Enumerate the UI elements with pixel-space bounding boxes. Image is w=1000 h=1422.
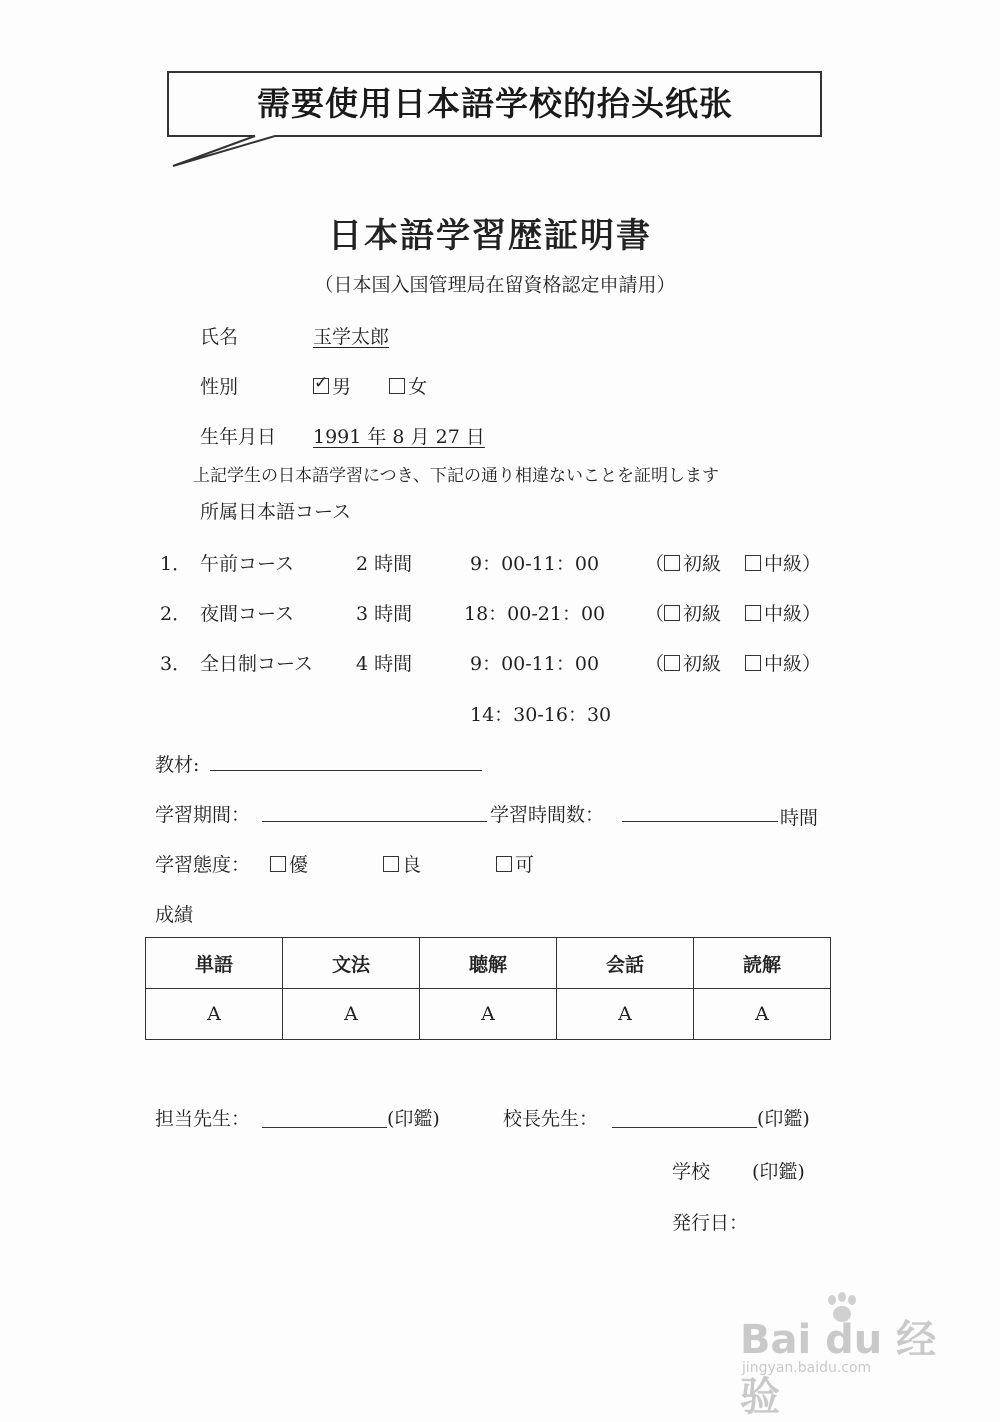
level-beginner-checkbox[interactable] [664,605,680,621]
name-value: 玉学太郎 [313,326,390,348]
level-beginner-label: 初級 [683,603,722,625]
course-levels [645,649,821,676]
grade-header: 聴解 [420,938,557,989]
gender-female-checkbox[interactable] [389,378,405,394]
level-beginner-label: 初級 [683,553,722,575]
document-title: 日本語学習歴証明書 [328,216,652,256]
principal-signature-field[interactable] [612,1127,757,1128]
course-name: 午前コース [200,553,295,575]
course-time: 9：00-11：00 [470,553,600,575]
course-heading: 所属日本語コース [200,501,352,523]
grade-header: 単語 [146,938,283,989]
textbook-field[interactable] [210,770,482,771]
level-beginner-checkbox[interactable] [664,555,680,571]
course-time: 18：00-21：00 [464,603,606,625]
course-number: 3． [160,653,192,675]
grade-value: A [694,989,831,1040]
attitude-excellent-checkbox[interactable] [270,856,286,872]
grade-value: A [283,989,420,1040]
teacher-seal: (印鑑) [387,1108,440,1130]
paren-close: ） [802,603,822,625]
study-hours-field[interactable] [622,821,778,822]
level-intermediate-checkbox[interactable] [745,655,761,671]
paren-close: ） [802,553,822,575]
baidu-watermark [740,1300,960,1420]
birth-label: 生年月日 [200,426,277,448]
level-intermediate-label: 中級 [764,603,803,625]
period-field[interactable] [262,821,487,822]
birth-value: 1991 年 8 月 27 日 [313,426,485,448]
watermark-url: jingyan.baidu.com [742,1360,872,1376]
attitude-good-checkbox[interactable] [383,856,399,872]
attitude-option [270,850,308,877]
attitude-label: 学習態度： [155,854,251,876]
grades-value-row [146,989,831,1040]
grades-label: 成績 [155,904,194,926]
course-hours: 3 時間 [356,603,413,625]
attitude-option [383,850,421,877]
course-hours: 4 時間 [356,653,413,675]
grades-table [145,937,831,1040]
statement-text: 上記学生の日本語学習につき、下記の通り相違ないことを証明します [193,466,719,486]
gender-female-label: 女 [408,376,428,398]
level-intermediate-checkbox[interactable] [745,555,761,571]
level-intermediate-label: 中級 [764,553,803,575]
grade-header: 読解 [694,938,831,989]
course-number: 1． [160,553,192,575]
course-levels [645,549,821,576]
course-extra-time: 14：30-16：30 [470,704,612,726]
attitude-excellent-label: 優 [289,854,309,876]
gender-male-label: 男 [332,376,352,398]
period-label: 学習期間： [155,804,251,826]
grade-value: A [557,989,694,1040]
attitude-fair-label: 可 [515,854,535,876]
attitude-fair-checkbox[interactable] [496,856,512,872]
textbook-label: 教材: [155,754,200,776]
level-beginner-label: 初級 [683,653,722,675]
watermark-logo: Bai du 经验 [740,1317,937,1420]
study-hours-unit: 時間 [780,807,819,829]
level-intermediate-checkbox[interactable] [745,605,761,621]
grade-value: A [146,989,283,1040]
gender-male-checkbox[interactable] [313,378,329,394]
school-seal: (印鑑) [752,1161,805,1183]
name-label: 氏名 [200,326,239,348]
document-subtitle: （日本国入国管理局在留資格認定申請用） [314,274,676,296]
level-beginner-checkbox[interactable] [664,655,680,671]
principal-label: 校長先生： [503,1108,599,1130]
grade-header: 会話 [557,938,694,989]
paren-close: ） [802,653,822,675]
paren-open: （ [645,603,665,625]
attitude-good-label: 良 [402,854,422,876]
paren-open: （ [645,653,665,675]
course-hours: 2 時間 [356,553,413,575]
level-intermediate-label: 中級 [764,653,803,675]
banner-text: 需要使用日本語学校的抬头纸张 [257,84,733,123]
teacher-label: 担当先生： [155,1108,251,1130]
gender-label: 性別 [200,376,239,398]
study-hours-label: 学習時間数： [490,804,605,826]
teacher-signature-field[interactable] [262,1127,387,1128]
course-name: 夜間コース [200,603,295,625]
course-name: 全日制コース [200,653,314,675]
attitude-option [496,850,534,877]
grade-header: 文法 [283,938,420,989]
course-time: 9：00-11：00 [470,653,600,675]
paren-open: （ [645,553,665,575]
principal-seal: (印鑑) [757,1108,810,1130]
grade-value: A [420,989,557,1040]
grades-header-row [146,938,831,989]
issue-date-label: 発行日： [672,1212,749,1234]
school-label: 学校 [672,1161,711,1183]
course-levels [645,599,821,626]
course-number: 2． [160,603,192,625]
gender-options [313,372,427,399]
